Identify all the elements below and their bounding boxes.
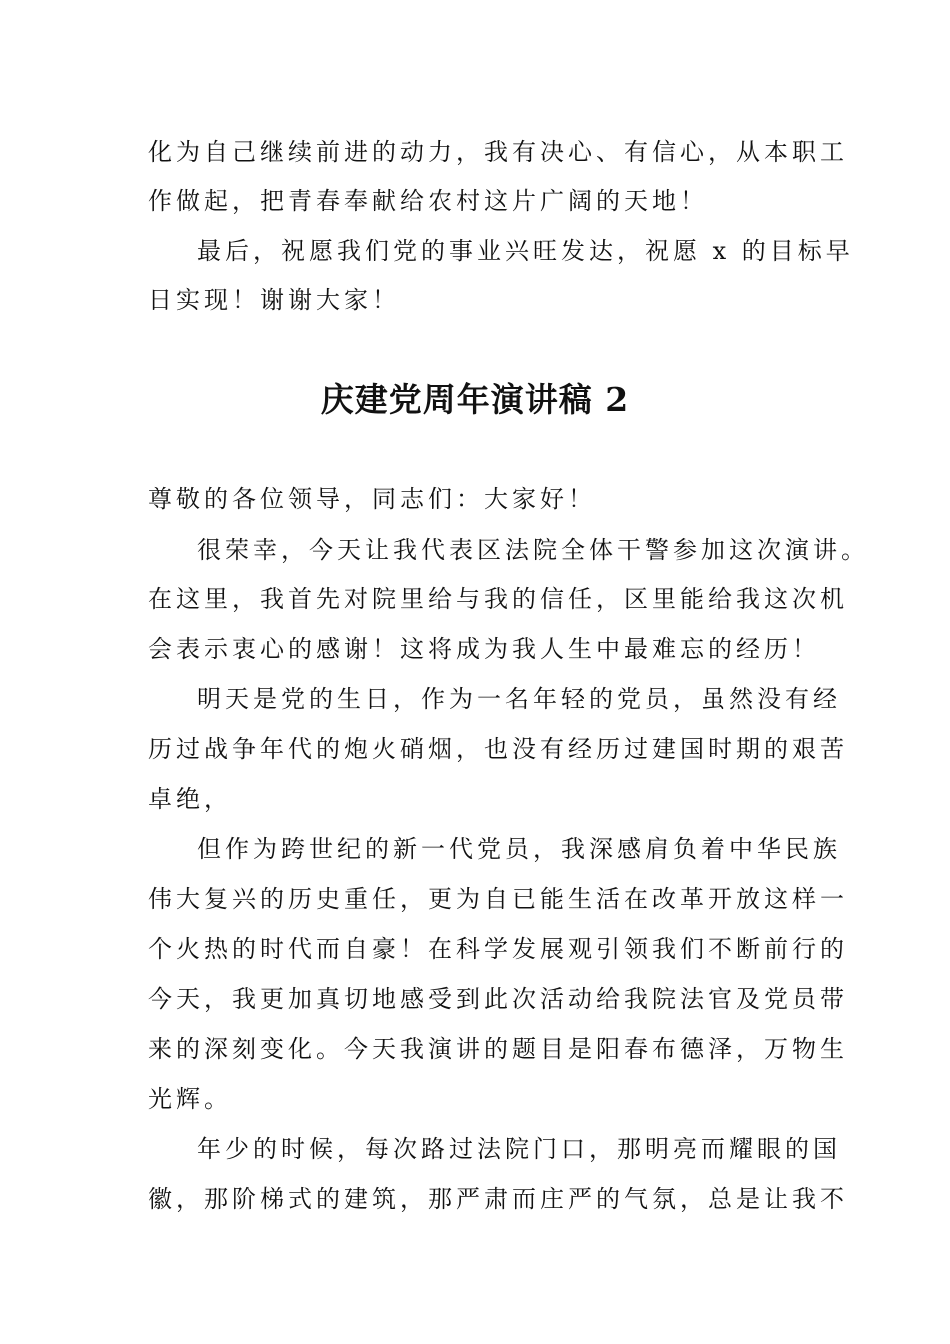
document-title: 庆建党周年演讲稿 2 xyxy=(320,380,630,419)
paragraph-line: 作做起，把青春奉献给农村这片广阔的天地！ xyxy=(148,187,708,215)
paragraph-line: 今天，我更加真切地感受到此次活动给我院法官及党员带 xyxy=(148,985,848,1013)
paragraph-line: 明天是党的生日，作为一名年轻的党员，虽然没有经 xyxy=(197,685,841,713)
paragraph-line: 但作为跨世纪的新一代党员，我深感肩负着中华民族 xyxy=(197,835,841,863)
paragraph-line: 最后，祝愿我们党的事业兴旺发达，祝愿 x 的目标早 xyxy=(197,237,854,265)
paragraph-line: 来的深刻变化。今天我演讲的题目是阳春布德泽，万物生 xyxy=(148,1035,848,1063)
paragraph-line: 化为自己继续前进的动力，我有决心、有信心，从本职工 xyxy=(148,138,848,166)
paragraph-line: 伟大复兴的历史重任，更为自已能生活在改革开放这样一 xyxy=(148,885,848,913)
paragraph-line: 历过战争年代的炮火硝烟，也没有经历过建国时期的艰苦 xyxy=(148,735,848,763)
paragraph-line: 光辉。 xyxy=(148,1085,232,1113)
paragraph-line: 会表示衷心的感谢！这将成为我人生中最难忘的经历！ xyxy=(148,635,820,663)
paragraph-line: 年少的时候，每次路过法院门口，那明亮而耀眼的国 xyxy=(197,1135,841,1163)
paragraph-line: 个火热的时代而自豪！在科学发展观引领我们不断前行的 xyxy=(148,935,848,963)
paragraph-line: 徽，那阶梯式的建筑，那严肃而庄严的气氛，总是让我不 xyxy=(148,1185,848,1213)
paragraph-line: 很荣幸，今天让我代表区法院全体干警参加这次演讲。 xyxy=(197,536,869,564)
paragraph-line: 在这里，我首先对院里给与我的信任，区里能给我这次机 xyxy=(148,585,848,613)
greeting-line: 尊敬的各位领导，同志们：大家好！ xyxy=(148,485,596,513)
paragraph-line: 卓绝， xyxy=(148,785,232,813)
paragraph-line: 日实现！谢谢大家！ xyxy=(148,286,400,314)
